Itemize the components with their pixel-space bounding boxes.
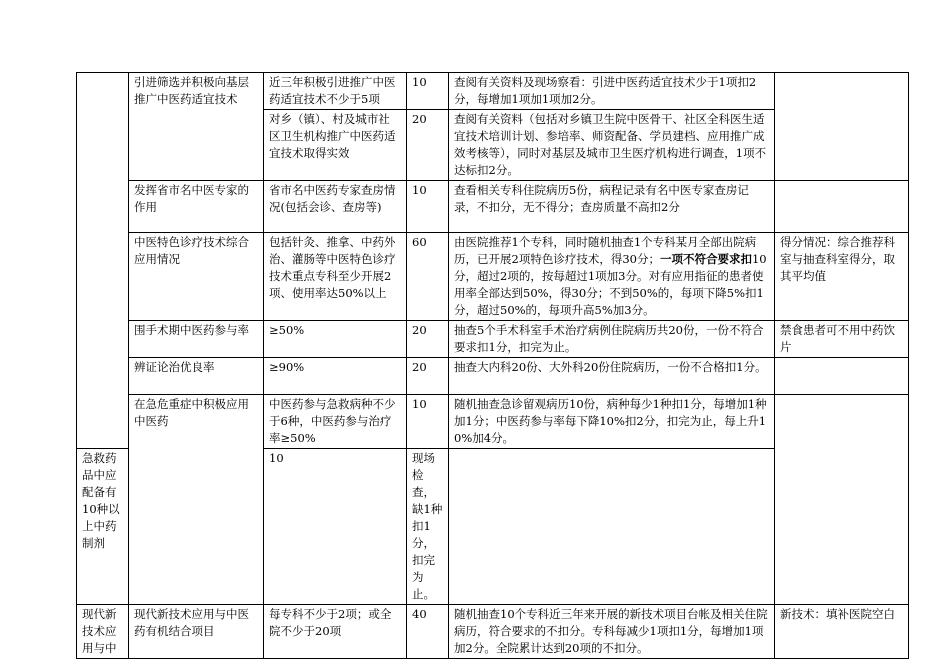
score-cell: 10 (407, 73, 449, 110)
category-cell (77, 73, 129, 449)
method-text: 10分，超过2项的，按每超过1项加3分。对有应用指征的患者使用率全部达到50%，得30分；不到50%的，每项下降5%扣1分，超过50%的，每项升高5%加3分。 (454, 252, 767, 317)
method-cell: 抽查大内科20份、大外科20份住院病历，一份不合格扣1分。 (449, 358, 775, 395)
method-cell: 现场检查，缺1种扣1分，扣完为止。 (407, 449, 449, 605)
table-row (77, 358, 909, 395)
note-cell: 得分情况：综合推荐科室与抽查科室得分，取其平均值 (775, 233, 909, 321)
score-cell: 20 (407, 358, 449, 395)
content-cell: 近三年积极引进推广中医药适宜技术不少于5项 (264, 73, 407, 110)
note-cell (775, 358, 909, 395)
note-cell: 新技术：填补医院空白 (775, 605, 909, 659)
note-cell (775, 181, 909, 233)
table-row (77, 605, 909, 659)
score-cell: 10 (407, 395, 449, 449)
table-row (77, 73, 909, 110)
score-cell: 20 (407, 110, 449, 181)
content-cell: 省市名中医药专家查房情况(包括会诊、查房等) (264, 181, 407, 233)
table-row (77, 233, 909, 321)
content-cell: ≥50% (264, 321, 407, 358)
table-row (77, 321, 909, 358)
method-text: 由医院推荐1个专科，同时随机抽查1个专科某月全部出院病历，已开展2项特色诊疗技术，得30分； (454, 235, 757, 266)
method-cell: 查阅有关资料及现场察看：引进中医药适宜技术少于1项扣2分，每增加1项加1项加2分。 (449, 73, 775, 110)
item-cell: 辨证论治优良率 (129, 358, 264, 395)
content-cell: 中医药参与急救病种不少于6种，中医药参与治疗率≥50% (264, 395, 407, 449)
table-row (77, 395, 909, 449)
score-cell: 60 (407, 233, 449, 321)
score-cell: 40 (407, 605, 449, 659)
evaluation-table (76, 72, 909, 659)
item-cell: 发挥省市名中医专家的作用 (129, 181, 264, 233)
table-row (77, 181, 909, 233)
item-cell: 中医特色诊疗技术综合应用情况 (129, 233, 264, 321)
method-cell: 随机抽查10个专科近三年来开展的新技术项目台帐及相关住院病历，符合要求的不扣分。专科每减少1项扣1分，每增加1项加2分。全院累计达到20项的不扣分。 (449, 605, 775, 659)
score-cell: 20 (407, 321, 449, 358)
note-cell: 禁食患者可不用中药饮片 (775, 321, 909, 358)
method-cell: 抽查5个手术科室手术治疗病例住院病历共20份，一份不符合要求扣1分，扣完为止。 (449, 321, 775, 358)
content-cell: 急救药品中应配备有10种以上中药制剂 (77, 449, 129, 605)
category-cell: 现代新技术应用与中 (77, 605, 129, 659)
method-cell: 查阅有关资料（包括对乡镇卫生院中医骨干、社区全科医生适宜技术培训计划、参培率、师资配备、学员建档、应用推广成效考核等），同时对基层及城市卫生医疗机构进行调查，1项不达标扣2分。 (449, 110, 775, 181)
method-emphasis: 一项不符合要求扣 (659, 252, 752, 266)
method-cell: 随机抽查急诊留观病历10份，病种每少1种扣1分，每增加1种加1分；中医药参与率每下降10%扣2分，扣完为止，每上升10%加4分。 (449, 395, 775, 449)
item-cell: 现代新技术应用与中医药有机结合项目 (129, 605, 264, 659)
score-cell: 10 (407, 181, 449, 233)
content-cell: 包括针灸、推拿、中药外治、灌肠等中医特色诊疗技术重点专科至少开展2项、使用率达50%以上 (264, 233, 407, 321)
note-cell (775, 395, 909, 605)
item-cell: 围手术期中医药参与率 (129, 321, 264, 358)
item-cell: 在急危重症中积极应用中医药 (129, 395, 264, 605)
content-cell: ≥90% (264, 358, 407, 395)
score-cell: 10 (264, 449, 407, 605)
content-cell: 对乡（镇）、村及城市社区卫生机构推广中医药适宜技术取得实效 (264, 110, 407, 181)
content-cell: 每专科不少于2项；或全院不少于20项 (264, 605, 407, 659)
note-cell (775, 73, 909, 181)
method-cell (449, 233, 775, 321)
method-cell: 查看相关专科住院病历5份，病程记录有名中医专家查房记录，不扣分，无不得分；查房质量不高扣2分 (449, 181, 775, 233)
item-cell: 引进筛选并积极向基层推广中医药适宜技术 (129, 73, 264, 181)
